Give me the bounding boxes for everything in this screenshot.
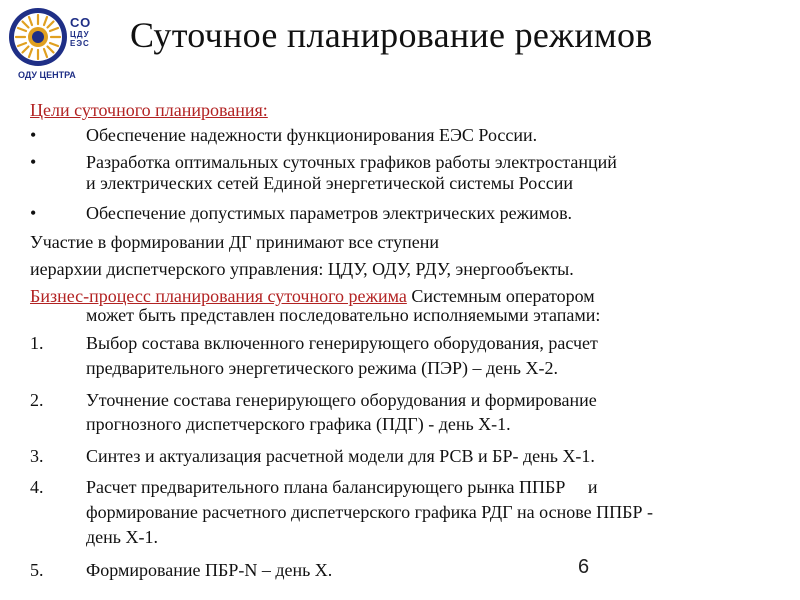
- step-text-continued: день Х-1.: [86, 527, 158, 547]
- step-text-continued: предварительного энергетического режима (ПЭР) – день Х-2.: [86, 358, 558, 378]
- step-number: 4.: [30, 477, 44, 497]
- logo-caption: ОДУ ЦЕНТРА: [18, 70, 76, 80]
- step-text-continued: формирование расчетного диспетчерского графика РДГ на основе ППБР -: [86, 502, 653, 522]
- step-number: 2.: [30, 390, 44, 410]
- step-number: 3.: [30, 446, 44, 466]
- process-rest: Системным оператором: [406, 286, 595, 306]
- process-line2: может быть представлен последовательно исполняемыми этапами:: [86, 305, 601, 325]
- bullet-icon: •: [30, 203, 37, 223]
- goal-text: Разработка оптимальных суточных графиков работы электростанций: [86, 152, 617, 172]
- goals-heading-text: Цели суточного планирования:: [30, 100, 268, 120]
- logo-line2: ЦДУ: [70, 30, 90, 39]
- logo-line1: СО: [70, 15, 92, 30]
- logo-text: [70, 16, 91, 48]
- participation-line1: Участие в формировании ДГ принимают все ступени: [30, 232, 439, 252]
- goal-text: Обеспечение допустимых параметров электрических режимов.: [86, 203, 573, 223]
- step-number: 1.: [30, 333, 44, 353]
- process-link: Бизнес-процесс планирования суточного режима: [30, 286, 407, 306]
- goal-text-continued: и электрических сетей Единой энергетической системы России: [86, 173, 573, 193]
- step-text: Выбор состава включенного генерирующего оборудования, расчет: [86, 333, 598, 353]
- participation-line2: иерархии диспетчерского управления: ЦДУ, ОДУ, РДУ, энергообъекты.: [30, 259, 574, 279]
- page-number: 6: [578, 556, 590, 578]
- step-text: Формирование ПБР-N – день Х.: [86, 560, 333, 580]
- step-text: Синтез и актуализация расчетной модели для РСВ и БР- день Х-1.: [86, 446, 595, 466]
- goals-heading: [30, 100, 268, 121]
- process-intro: [30, 286, 595, 307]
- logo: [6, 6, 100, 84]
- page-title: Суточное планирование режимов: [130, 15, 653, 55]
- logo-line3: ЕЭС: [70, 39, 90, 48]
- goal-text: Обеспечение надежности функционирования ЕЭС России.: [86, 125, 538, 145]
- bullet-icon: •: [30, 125, 37, 145]
- step-number: 5.: [30, 560, 44, 580]
- bullet-icon: •: [30, 152, 37, 172]
- step-text: Расчет предварительного плана балансирующего рынка ППБР и: [86, 477, 598, 497]
- sun-emblem-icon: [6, 6, 70, 68]
- step-text: Уточнение состава генерирующего оборудования и формирование: [86, 390, 597, 410]
- step-text-continued: прогнозного диспетчерского графика (ПДГ) - день Х-1.: [86, 414, 511, 434]
